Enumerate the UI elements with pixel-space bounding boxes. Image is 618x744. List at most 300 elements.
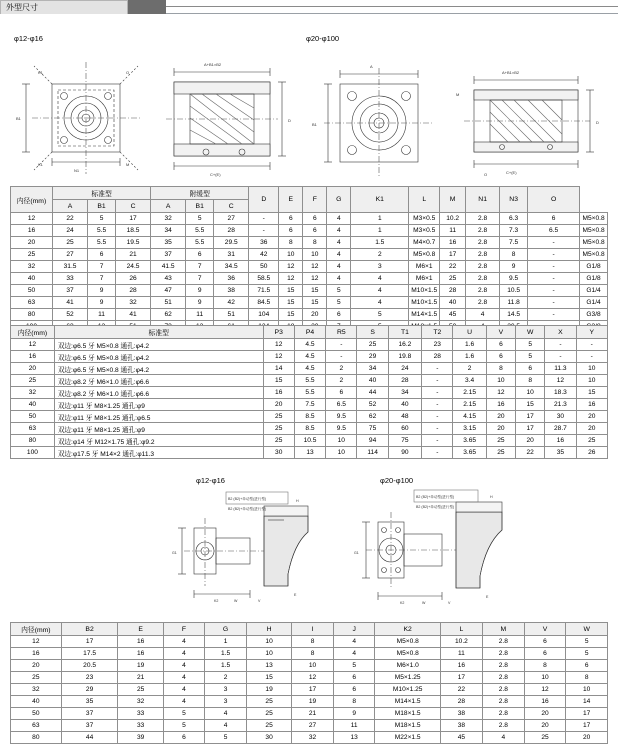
dimension-table-3 bbox=[10, 622, 608, 744]
table-cell: 104 bbox=[249, 309, 279, 321]
table-cell: 10 bbox=[524, 672, 566, 684]
table-cell: 28 bbox=[388, 375, 421, 387]
table-cell: 2.8 bbox=[466, 213, 500, 225]
table-cell: 2.8 bbox=[466, 225, 500, 237]
table-cell: 34 bbox=[357, 363, 388, 375]
table-row bbox=[11, 225, 608, 237]
table-cell: 4 bbox=[163, 660, 204, 672]
table-cell: 1 bbox=[351, 225, 409, 237]
drawing-bracket-phi20-100 bbox=[352, 486, 532, 614]
table-cell: 37 bbox=[151, 249, 186, 261]
table1-col-e: E bbox=[279, 187, 303, 213]
table-cell: 双边:φ11 牙 M8×1.25 通孔:φ9 bbox=[54, 399, 263, 411]
table-cell: 80 bbox=[11, 309, 53, 321]
table-row bbox=[11, 309, 608, 321]
svg-text:D: D bbox=[288, 118, 291, 123]
table-cell: 75 bbox=[388, 435, 421, 447]
table-cell: 27 bbox=[214, 213, 249, 225]
table-cell: 36 bbox=[249, 237, 279, 249]
table-cell: 4 bbox=[163, 696, 204, 708]
table-cell: 11 bbox=[440, 225, 466, 237]
table-cell: 1.5 bbox=[351, 237, 409, 249]
table-cell: 7 bbox=[186, 261, 214, 273]
table-cell: 8 bbox=[524, 660, 566, 672]
table-cell: M4×0.7 bbox=[409, 237, 440, 249]
table-cell: M22×1.5 bbox=[375, 732, 440, 744]
table-cell: 4.5 bbox=[294, 363, 325, 375]
table-cell: 15 bbox=[516, 399, 545, 411]
svg-text:K1: K1 bbox=[38, 70, 43, 75]
table-row bbox=[11, 285, 608, 297]
table-cell: 15 bbox=[279, 297, 303, 309]
table-cell: 42 bbox=[249, 249, 279, 261]
header-rule bbox=[166, 6, 618, 7]
table2-col-s: S bbox=[357, 326, 388, 339]
table2-col-p3: P3 bbox=[263, 326, 294, 339]
table-cell: 8 bbox=[566, 672, 608, 684]
table-cell: 双边:φ11 牙 M8×1.25 通孔:φ6.5 bbox=[54, 411, 263, 423]
table-cell: 17 bbox=[516, 423, 545, 435]
table-row bbox=[11, 447, 608, 459]
table3-col-k2: K2 bbox=[375, 623, 440, 636]
table-cell: 25 bbox=[246, 708, 291, 720]
table-cell: 45 bbox=[440, 732, 482, 744]
table-row bbox=[11, 339, 608, 351]
table-cell: 2.8 bbox=[482, 660, 524, 672]
table-cell: 8 bbox=[279, 237, 303, 249]
table-cell: 5 bbox=[205, 732, 247, 744]
table-cell: 2.8 bbox=[482, 636, 524, 648]
table-cell: 26 bbox=[116, 273, 151, 285]
table-cell: 25 bbox=[246, 696, 291, 708]
svg-text:E: E bbox=[486, 595, 489, 599]
svg-text:M: M bbox=[126, 162, 130, 167]
table-cell: 32 bbox=[292, 732, 334, 744]
table-cell: 40 bbox=[388, 399, 421, 411]
table3-col-g: G bbox=[205, 623, 247, 636]
caption-drawing-1: φ12-φ16 bbox=[14, 34, 43, 43]
table-cell: 15 bbox=[303, 285, 327, 297]
table-cell: 22 bbox=[53, 213, 88, 225]
table-cell: 12 bbox=[486, 387, 515, 399]
table-row bbox=[11, 375, 608, 387]
table1-col-bore: 内径(mm) bbox=[11, 187, 53, 213]
table-cell: 6 bbox=[186, 249, 214, 261]
table-row bbox=[11, 297, 608, 309]
table-cell: 22 bbox=[440, 684, 482, 696]
table-cell: 26 bbox=[576, 447, 607, 459]
table-cell: 51 bbox=[151, 297, 186, 309]
table-cell: M10×1.5 bbox=[409, 297, 440, 309]
table-cell: 5 bbox=[163, 708, 204, 720]
svg-text:H: H bbox=[490, 495, 493, 499]
table-cell: 32 bbox=[11, 684, 62, 696]
table-cell: 4 bbox=[163, 684, 204, 696]
table-cell: 50 bbox=[11, 411, 55, 423]
table3-col-v: V bbox=[524, 623, 566, 636]
table-cell: 23 bbox=[422, 339, 453, 351]
table-cell: 17 bbox=[61, 636, 118, 648]
table-cell: 50 bbox=[11, 708, 62, 720]
table-cell: G3/8 bbox=[580, 309, 608, 321]
table-cell: 19.8 bbox=[388, 351, 421, 363]
table-cell: 40 bbox=[357, 375, 388, 387]
table-cell: 5 bbox=[88, 213, 116, 225]
table-cell: 10 bbox=[303, 249, 327, 261]
svg-text:K2: K2 bbox=[214, 599, 219, 603]
table-cell: 63 bbox=[11, 423, 55, 435]
table-cell: 7.5 bbox=[294, 399, 325, 411]
svg-text:C+(E): C+(E) bbox=[210, 172, 221, 177]
table-cell: 23 bbox=[61, 672, 118, 684]
table-cell: 18.5 bbox=[116, 225, 151, 237]
table-cell: 12 bbox=[292, 672, 334, 684]
table-cell: 20 bbox=[516, 435, 545, 447]
table-cell: 4 bbox=[327, 261, 351, 273]
table-cell: 13 bbox=[294, 447, 325, 459]
svg-text:G1: G1 bbox=[172, 551, 177, 555]
table2-col-t1: T1 bbox=[388, 326, 421, 339]
table-row bbox=[11, 213, 608, 225]
table-cell: - bbox=[422, 375, 453, 387]
table-cell: M5×0.8 bbox=[409, 249, 440, 261]
table-cell: 28 bbox=[422, 351, 453, 363]
table-cell: 12 bbox=[263, 339, 294, 351]
table-cell: 1 bbox=[351, 213, 409, 225]
table-cell: 2.15 bbox=[453, 387, 486, 399]
table-cell: 33 bbox=[118, 720, 163, 732]
table-cell: 12 bbox=[303, 273, 327, 285]
table-cell: 6 bbox=[163, 732, 204, 744]
table-cell: 10 bbox=[246, 648, 291, 660]
table-cell: 22 bbox=[440, 261, 466, 273]
section-tab[interactable]: 外型尺寸 bbox=[0, 0, 128, 14]
table-cell: 4 bbox=[482, 732, 524, 744]
page-header bbox=[0, 0, 618, 14]
table-cell: 29 bbox=[357, 351, 388, 363]
table-cell: 6 bbox=[524, 648, 566, 660]
table-cell: 17 bbox=[516, 411, 545, 423]
table-cell: M5×0.8 bbox=[375, 636, 440, 648]
table-cell: 5.5 bbox=[294, 387, 325, 399]
table-cell: 2.8 bbox=[466, 285, 500, 297]
table2-col-p4: P4 bbox=[294, 326, 325, 339]
table-cell: 6 bbox=[279, 225, 303, 237]
table-cell: 25 bbox=[486, 435, 515, 447]
table-cell: 25 bbox=[576, 435, 607, 447]
table-cell: 3.65 bbox=[453, 435, 486, 447]
table-cell: 8 bbox=[292, 648, 334, 660]
table-cell: 32 bbox=[151, 213, 186, 225]
table3-body bbox=[11, 636, 608, 744]
table-cell: 1.6 bbox=[453, 351, 486, 363]
table-cell: 8 bbox=[303, 237, 327, 249]
table-cell: - bbox=[528, 261, 580, 273]
table-cell: 15 bbox=[263, 375, 294, 387]
svg-text:C+(E): C+(E) bbox=[506, 170, 517, 175]
table-cell: 4 bbox=[351, 285, 409, 297]
table-cell: 40 bbox=[11, 399, 55, 411]
table-cell: 2 bbox=[453, 363, 486, 375]
table-cell: 6 bbox=[303, 225, 327, 237]
table-cell: - bbox=[422, 411, 453, 423]
table-cell: - bbox=[528, 237, 580, 249]
table-cell: 10 bbox=[486, 375, 515, 387]
table-cell: 28 bbox=[116, 285, 151, 297]
table-cell: 8 bbox=[333, 696, 375, 708]
table-cell: 63 bbox=[11, 720, 62, 732]
table-cell: G1/8 bbox=[580, 261, 608, 273]
svg-text:O: O bbox=[484, 172, 488, 177]
table-cell: 14.5 bbox=[500, 309, 528, 321]
table-cell: - bbox=[249, 225, 279, 237]
table-cell: 3.65 bbox=[453, 447, 486, 459]
table-cell: 10 bbox=[326, 447, 357, 459]
table-cell: 16 bbox=[118, 636, 163, 648]
table-cell: 20 bbox=[566, 732, 608, 744]
table-cell: 3.4 bbox=[453, 375, 486, 387]
table-cell: 10 bbox=[576, 375, 607, 387]
table3-col-b2: B2 bbox=[61, 623, 118, 636]
table-cell: M14×1.5 bbox=[409, 309, 440, 321]
table-cell: 9 bbox=[88, 297, 116, 309]
table-cell: - bbox=[528, 309, 580, 321]
table-cell: M5×0.8 bbox=[580, 213, 608, 225]
table-cell: 30 bbox=[263, 447, 294, 459]
table1-sub-c1: C bbox=[116, 200, 151, 213]
table-cell: - bbox=[249, 213, 279, 225]
table-cell: 52 bbox=[53, 309, 88, 321]
dimension-table-1 bbox=[10, 186, 608, 333]
table-cell: 12 bbox=[11, 339, 55, 351]
table3-col-i: I bbox=[292, 623, 334, 636]
table-cell: M10×1.25 bbox=[375, 684, 440, 696]
svg-text:G1: G1 bbox=[354, 551, 359, 555]
table-cell: 58.5 bbox=[249, 273, 279, 285]
table-cell: - bbox=[528, 249, 580, 261]
table-cell: 51 bbox=[214, 309, 249, 321]
table-row bbox=[11, 708, 608, 720]
table-cell: 40 bbox=[11, 696, 62, 708]
drawing-phi20-100 bbox=[306, 44, 606, 178]
table-cell: 5 bbox=[516, 339, 545, 351]
table-cell: 19 bbox=[292, 696, 334, 708]
table-cell: 20 bbox=[11, 237, 53, 249]
table-cell: 28 bbox=[440, 696, 482, 708]
table-cell: G1/8 bbox=[580, 273, 608, 285]
table-cell: - bbox=[545, 339, 576, 351]
table-cell: 25 bbox=[263, 423, 294, 435]
table-cell: 1.6 bbox=[453, 339, 486, 351]
table-cell: 24 bbox=[53, 225, 88, 237]
table-cell: 25 bbox=[357, 339, 388, 351]
table2-col-w: W bbox=[516, 326, 545, 339]
svg-text:K1: K1 bbox=[38, 162, 43, 167]
table-cell: 5 bbox=[351, 309, 409, 321]
svg-text:O: O bbox=[126, 70, 130, 75]
table-cell: 10 bbox=[326, 435, 357, 447]
table-cell: 5 bbox=[516, 351, 545, 363]
svg-text:B1: B1 bbox=[312, 122, 317, 127]
table-cell: 52 bbox=[357, 399, 388, 411]
table3-col-j: J bbox=[333, 623, 375, 636]
svg-text:B2 (B2)+单动型(进行型): B2 (B2)+单动型(进行型) bbox=[228, 507, 267, 511]
table-cell: 4.5 bbox=[294, 351, 325, 363]
table-cell: - bbox=[422, 387, 453, 399]
table-cell: 4.15 bbox=[453, 411, 486, 423]
table-cell: 20 bbox=[576, 423, 607, 435]
table-cell: 13 bbox=[246, 660, 291, 672]
table-cell: 42 bbox=[214, 297, 249, 309]
table-cell: 12 bbox=[11, 213, 53, 225]
table-cell: 35 bbox=[545, 447, 576, 459]
table-cell: 4.5 bbox=[294, 339, 325, 351]
table3-col-f: F bbox=[163, 623, 204, 636]
table-cell: 4 bbox=[327, 273, 351, 285]
table1-col-g: G bbox=[327, 187, 351, 213]
table-cell: 8 bbox=[500, 249, 528, 261]
table-cell: - bbox=[422, 399, 453, 411]
table-cell: 25 bbox=[118, 684, 163, 696]
table-cell: 双边:φ14 牙 M12×1.75 通孔:φ9.2 bbox=[54, 435, 263, 447]
table-cell: 35 bbox=[61, 696, 118, 708]
table1-col-k1: K1 bbox=[351, 187, 409, 213]
table3-head bbox=[11, 623, 608, 636]
table-row bbox=[11, 672, 608, 684]
table-cell: 9.5 bbox=[500, 273, 528, 285]
table-cell: 5.5 bbox=[294, 375, 325, 387]
table-cell: 2 bbox=[326, 375, 357, 387]
table-cell: 16.2 bbox=[388, 339, 421, 351]
table-cell: 6 bbox=[524, 636, 566, 648]
table-cell: 20 bbox=[524, 720, 566, 732]
table-cell: 10 bbox=[292, 660, 334, 672]
table-cell: M3×0.5 bbox=[409, 213, 440, 225]
table-cell: 9.5 bbox=[326, 411, 357, 423]
table-cell: 5.5 bbox=[186, 237, 214, 249]
table1-header-row-1 bbox=[11, 187, 608, 200]
table-cell: 6 bbox=[333, 684, 375, 696]
table-cell: 4 bbox=[327, 225, 351, 237]
table-cell: 90 bbox=[388, 447, 421, 459]
table-cell: 11 bbox=[440, 648, 482, 660]
table1-col-f: F bbox=[303, 187, 327, 213]
table-cell: 15 bbox=[246, 672, 291, 684]
table-cell: 25 bbox=[246, 720, 291, 732]
table-cell: 2 bbox=[326, 363, 357, 375]
table-cell: 1.5 bbox=[205, 648, 247, 660]
table-cell: M5×0.8 bbox=[375, 648, 440, 660]
svg-text:W: W bbox=[422, 601, 426, 605]
table-cell: 双边:φ8.2 牙 M6×1.0 通孔:φ6.6 bbox=[54, 375, 263, 387]
table-cell: 1.5 bbox=[205, 660, 247, 672]
svg-text:A+B1×B2: A+B1×B2 bbox=[204, 62, 222, 67]
table-cell: 17 bbox=[292, 684, 334, 696]
table3-col-e: E bbox=[118, 623, 163, 636]
table-cell: 4 bbox=[163, 636, 204, 648]
table-cell: 5 bbox=[566, 636, 608, 648]
table-row bbox=[11, 648, 608, 660]
table-row bbox=[11, 273, 608, 285]
table-cell: 32 bbox=[11, 387, 55, 399]
dimension-table-2 bbox=[10, 325, 608, 459]
drawing-phi12-16 bbox=[14, 44, 294, 178]
table-cell: 41 bbox=[53, 297, 88, 309]
table-cell: 28 bbox=[440, 285, 466, 297]
svg-text:H: H bbox=[296, 499, 299, 503]
table-cell: 12 bbox=[279, 261, 303, 273]
table-cell: 6 bbox=[528, 213, 580, 225]
table-cell: 16 bbox=[118, 648, 163, 660]
table-cell: 6 bbox=[333, 672, 375, 684]
table-cell: 5.5 bbox=[88, 225, 116, 237]
table-cell: - bbox=[545, 351, 576, 363]
table-cell: 双边:φ6.5 牙 M5×0.8 通孔:φ4.2 bbox=[54, 351, 263, 363]
table2-col-standard: 标准型 bbox=[54, 326, 263, 339]
table-row bbox=[11, 261, 608, 273]
table-cell: 37 bbox=[61, 720, 118, 732]
table-cell: 10.2 bbox=[440, 213, 466, 225]
table-cell: M6×1.0 bbox=[375, 660, 440, 672]
table-cell: 12 bbox=[11, 636, 62, 648]
table-cell: 25 bbox=[486, 447, 515, 459]
table-cell: 10 bbox=[566, 684, 608, 696]
table-cell: 32 bbox=[11, 261, 53, 273]
table-cell: 9 bbox=[186, 297, 214, 309]
table-cell: 9 bbox=[500, 261, 528, 273]
table-cell: 40 bbox=[11, 273, 53, 285]
svg-text:B1: B1 bbox=[16, 116, 21, 121]
table-cell: 60 bbox=[388, 423, 421, 435]
table-row bbox=[11, 732, 608, 744]
table2-col-u: U bbox=[453, 326, 486, 339]
table2-body bbox=[11, 339, 608, 459]
caption-drawing-3: φ12-φ16 bbox=[196, 476, 225, 485]
table3-col-m: M bbox=[482, 623, 524, 636]
svg-text:B2 (B2)+单动型(进行型): B2 (B2)+单动型(进行型) bbox=[416, 495, 455, 499]
table-cell: 2.8 bbox=[482, 648, 524, 660]
table1-sub-b1-1: B1 bbox=[88, 200, 116, 213]
table-cell: G1/4 bbox=[580, 297, 608, 309]
table-cell: 4 bbox=[163, 648, 204, 660]
table-cell: 5 bbox=[327, 297, 351, 309]
table-cell: 28 bbox=[214, 225, 249, 237]
table-cell: 16 bbox=[440, 660, 482, 672]
table-cell: 8 bbox=[486, 363, 515, 375]
table-cell: 21 bbox=[118, 672, 163, 684]
table-cell: 29 bbox=[61, 684, 118, 696]
table-cell: 10.5 bbox=[294, 435, 325, 447]
drawing-bracket-phi12-16 bbox=[168, 486, 348, 614]
table-cell: M5×0.8 bbox=[580, 249, 608, 261]
table-cell: 1 bbox=[205, 636, 247, 648]
table-cell: 11 bbox=[88, 309, 116, 321]
table-cell: 4 bbox=[351, 297, 409, 309]
table-cell: 4 bbox=[466, 309, 500, 321]
table-cell: 12 bbox=[263, 351, 294, 363]
table-cell: 12 bbox=[279, 273, 303, 285]
table-cell: 10 bbox=[516, 387, 545, 399]
table-cell: 75 bbox=[357, 423, 388, 435]
table-cell: 6 bbox=[303, 213, 327, 225]
table-cell: 20 bbox=[11, 660, 62, 672]
table-cell: 20 bbox=[486, 411, 515, 423]
table-cell: 17.5 bbox=[61, 648, 118, 660]
table-cell: M18×1.5 bbox=[375, 720, 440, 732]
table-cell: M6×1 bbox=[409, 273, 440, 285]
table-cell: 2 bbox=[205, 672, 247, 684]
table-cell: 5.5 bbox=[88, 237, 116, 249]
